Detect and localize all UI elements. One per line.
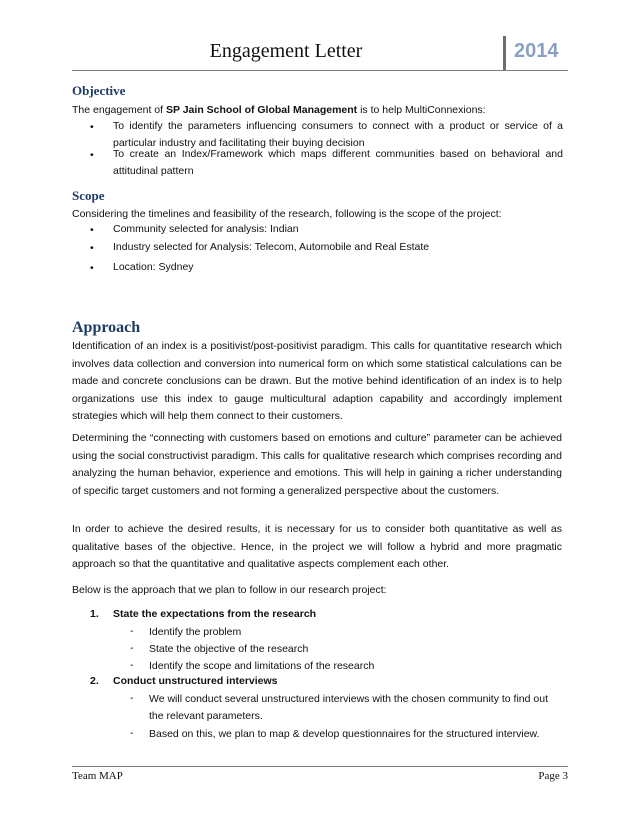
- scope-bullet-1: Community selected for analysis: Indian: [113, 223, 299, 235]
- footer-page-number: Page 3: [538, 770, 568, 782]
- dash-icon: -: [130, 727, 134, 739]
- step-2-item-1: We will conduct several unstructured interviews with the chosen community to find out the relevant parameters.: [149, 693, 548, 722]
- step-1-item-3: Identify the scope and limitations of the research: [149, 660, 375, 672]
- objective-intro: The engagement of SP Jain School of Global Management is to help MultiConnexions:: [72, 104, 486, 116]
- approach-heading: Approach: [72, 319, 141, 336]
- objective-heading: Objective: [72, 83, 126, 98]
- objective-bullet-2: To create an Index/Framework which maps different communities based on behavioral and attitudinal pattern: [113, 148, 563, 177]
- approach-paragraph-3: In order to achieve the desired results, it is necessary for us to consider both quantitative as well as qualitative bases of the objective. Hence, in the project we will follow a hybrid and more pragmatic approach so that the quantitative and qualitative aspects complement each other.: [72, 523, 562, 571]
- dash-icon: -: [130, 692, 134, 704]
- step-2-title: Conduct unstructured interviews: [113, 675, 278, 687]
- page-header: [72, 36, 568, 71]
- header-title: Engagement Letter: [209, 40, 363, 62]
- bullet-icon: •: [90, 224, 94, 236]
- step-number: 2.: [90, 675, 99, 687]
- dash-icon: -: [130, 659, 134, 671]
- bullet-icon: •: [90, 121, 94, 133]
- bullet-icon: •: [90, 262, 94, 274]
- footer-divider: [72, 766, 568, 767]
- step-number: 1.: [90, 608, 99, 620]
- bullet-icon: •: [90, 242, 94, 254]
- approach-paragraph-1: Identification of an index is a positivist/post-positivist paradigm. This calls for quantitative research which involves data collection and conversion into numerical form on which some statistical calculations can be made and concrete conclusions can be drawn. But the motive behind identification of an index is to help organizations use this index to gauge multicultural adaption capability and accordingly implement strategies which will help them connect to their customers.: [72, 340, 562, 423]
- objective-bullet-1: To identify the parameters influencing consumers to connect with a product or service of a particular industry and facilitating their buying decision: [113, 120, 563, 149]
- dash-icon: -: [130, 625, 134, 637]
- scope-intro: Considering the timelines and feasibility of the research, following is the scope of the project:: [72, 208, 502, 220]
- scope-bullet-3: Location: Sydney: [113, 261, 194, 273]
- footer-team: Team MAP: [72, 770, 123, 782]
- header-year: 2014: [514, 40, 559, 62]
- scope-bullet-2: Industry selected for Analysis: Telecom, Automobile and Real Estate: [113, 241, 430, 253]
- scope-heading: Scope: [72, 188, 105, 203]
- step-1-item-1: Identify the problem: [149, 626, 242, 638]
- approach-paragraph-2: Determining the “connecting with customers based on emotions and culture” parameter can be achieved using the social constructivist paradigm. This calls for qualitative research which comprises recording and analyzing the human behavior, experience and emotions. This will help in gaining a richer understanding of specific target customers and not forming a generalized perspective about the customers.: [72, 432, 562, 497]
- step-1-item-2: State the objective of the research: [149, 643, 309, 655]
- step-2-item-2: Based on this, we plan to map & develop questionnaires for the structured interview.: [149, 728, 540, 740]
- dash-icon: -: [130, 642, 134, 654]
- step-1-title: State the expectations from the research: [113, 608, 317, 620]
- header-separator: [503, 36, 506, 70]
- bullet-icon: •: [90, 149, 94, 161]
- approach-paragraph-4: Below is the approach that we plan to follow in our research project:: [72, 584, 387, 596]
